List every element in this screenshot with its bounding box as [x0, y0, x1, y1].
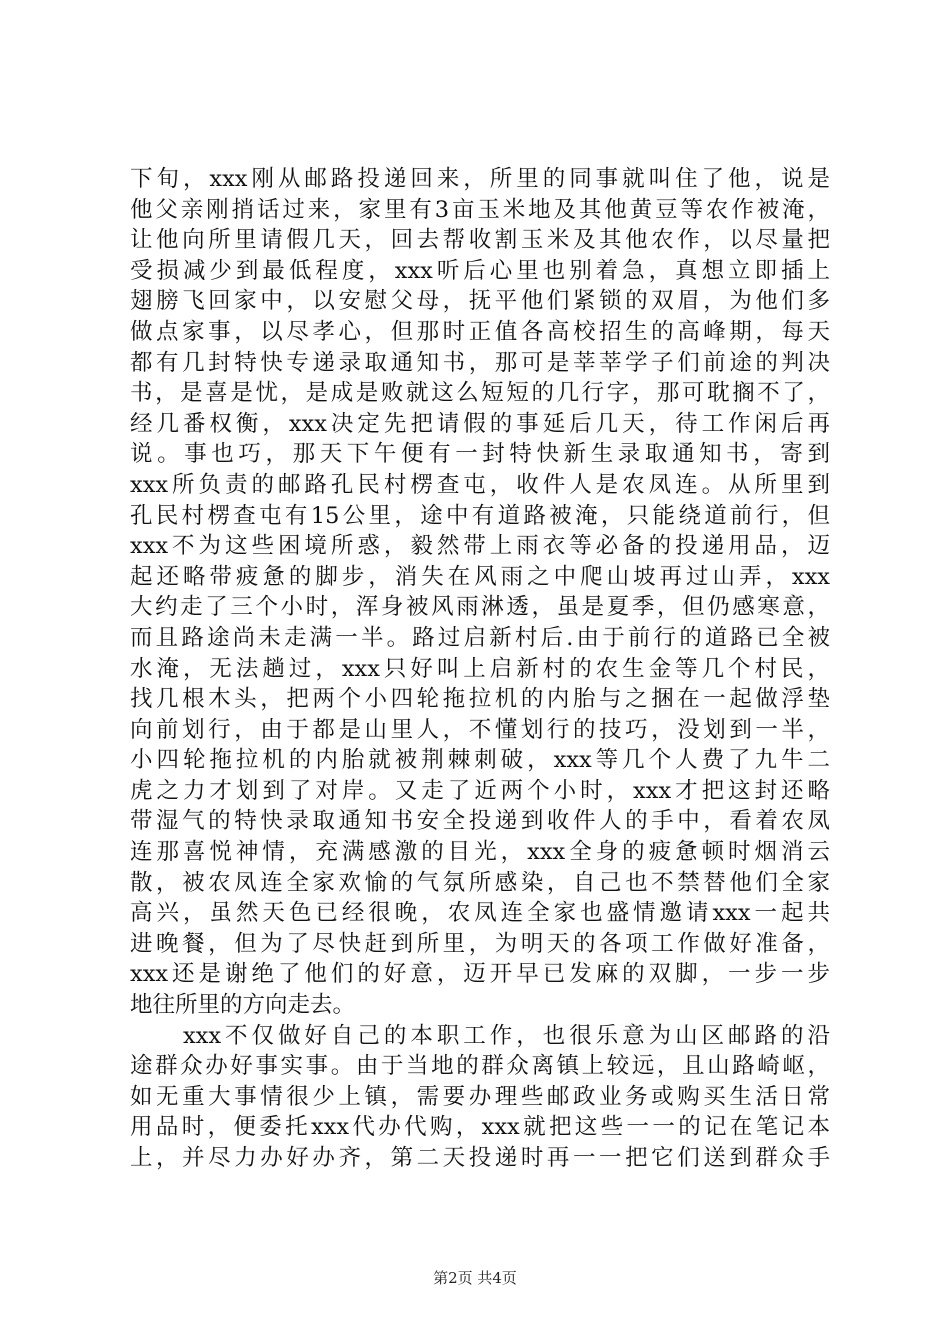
- text-line: 大约走了三个小时，浑身被风雨淋透，虽是夏季，但仍感寒意，: [130, 594, 830, 621]
- text-line: 书，是喜是忧，是成是败就这么短短的几行字，那可耽搁不了，: [130, 380, 830, 407]
- paragraph-2: [130, 1021, 830, 1174]
- text-line: 连那喜悦神情，充满感激的目光，xxx全身的疲惫顿时烟消云: [130, 839, 830, 866]
- text-line: 途群众办好事实事。由于当地的群众离镇上较远，且山路崎岖，: [130, 1053, 830, 1080]
- text-line: 向前划行，由于都是山里人，不懂划行的技巧，没划到一半，: [130, 716, 830, 743]
- paragraph-1: [130, 164, 830, 1021]
- text-line: 都有几封特快专递录取通知书，那可是莘莘学子们前途的判决: [130, 349, 830, 376]
- text-line: xxx不仅做好自己的本职工作，也很乐意为山区邮路的沿: [130, 1022, 830, 1049]
- text-line: 让他向所里请假几天，回去帮收割玉米及其他农作，以尽量把: [130, 227, 830, 254]
- text-line: xxx所负责的邮路孔民村楞查屯，收件人是农凤连。从所里到: [130, 471, 830, 498]
- text-line: xxx还是谢绝了他们的好意，迈开早已发麻的双脚，一步一步: [130, 961, 830, 988]
- text-line: 虎之力才划到了对岸。又走了近两个小时，xxx才把这封还略: [130, 777, 830, 804]
- text-line: 上，并尽力办好办齐，第二天投递时再一一把它们送到群众手: [130, 1145, 830, 1171]
- text-line: 下旬，xxx刚从邮路投递回来，所里的同事就叫住了他，说是: [130, 166, 830, 192]
- text-line: 散，被农凤连全家欢愉的气氛所感染，自己也不禁替他们全家: [130, 869, 830, 896]
- text-line: 说。事也巧，那天下午便有一封特快新生录取通知书，寄到: [130, 441, 830, 468]
- text-line: 经几番权衡，xxx决定先把请假的事延后几天，待工作闲后再: [130, 410, 830, 437]
- text-line: 如无重大事情很少上镇，需要办理些邮政业务或购买生活日常: [130, 1083, 830, 1110]
- text-line: 水淹，无法趟过，xxx只好叫上启新村的农生金等几个村民，: [130, 655, 830, 682]
- text-line: 孔民村楞查屯有15公里，途中有道路被淹，只能绕道前行，但: [130, 502, 830, 529]
- text-line: 用品时，便委托xxx代办代购，xxx就把这些一一的记在笔记本: [130, 1114, 830, 1141]
- text-line: 进晚餐，但为了尽快赶到所里，为明天的各项工作做好准备，: [130, 930, 830, 957]
- text-line: 受损减少到最低程度，xxx听后心里也别着急，真想立即插上: [130, 257, 830, 284]
- page-number-footer: 第2页 共4页: [433, 1269, 517, 1287]
- text-line: 高兴，虽然天色已经很晚，农凤连全家也盛情邀请xxx一起共: [130, 900, 830, 927]
- text-line: 地往所里的方向走去。: [130, 992, 356, 1019]
- text-line: 而且路途尚未走满一半。路过启新村后.由于前行的道路已全被: [130, 624, 830, 651]
- text-line: 他父亲刚捎话过来，家里有3亩玉米地及其他黄豆等农作被淹，: [130, 196, 830, 223]
- body-text: [130, 164, 830, 1174]
- text-line: 小四轮拖拉机的内胎就被荆棘刺破，xxx等几个人费了九牛二: [130, 747, 830, 774]
- text-line: 翅膀飞回家中，以安慰父母，抚平他们紧锁的双眉，为他们多: [130, 288, 830, 315]
- text-line: 带湿气的特快录取通知书安全投递到收件人的手中，看着农凤: [130, 808, 830, 835]
- text-line: xxx不为这些困境所惑，毅然带上雨衣等必备的投递用品，迈: [130, 533, 830, 560]
- text-line: 起还略带疲惫的脚步，消失在风雨之中爬山坡再过山弄，xxx: [130, 563, 830, 590]
- text-line: 找几根木头，把两个小四轮拖拉机的内胎与之捆在一起做浮垫: [130, 686, 830, 713]
- text-line: 做点家事，以尽孝心，但那时正值各高校招生的高峰期，每天: [130, 318, 830, 345]
